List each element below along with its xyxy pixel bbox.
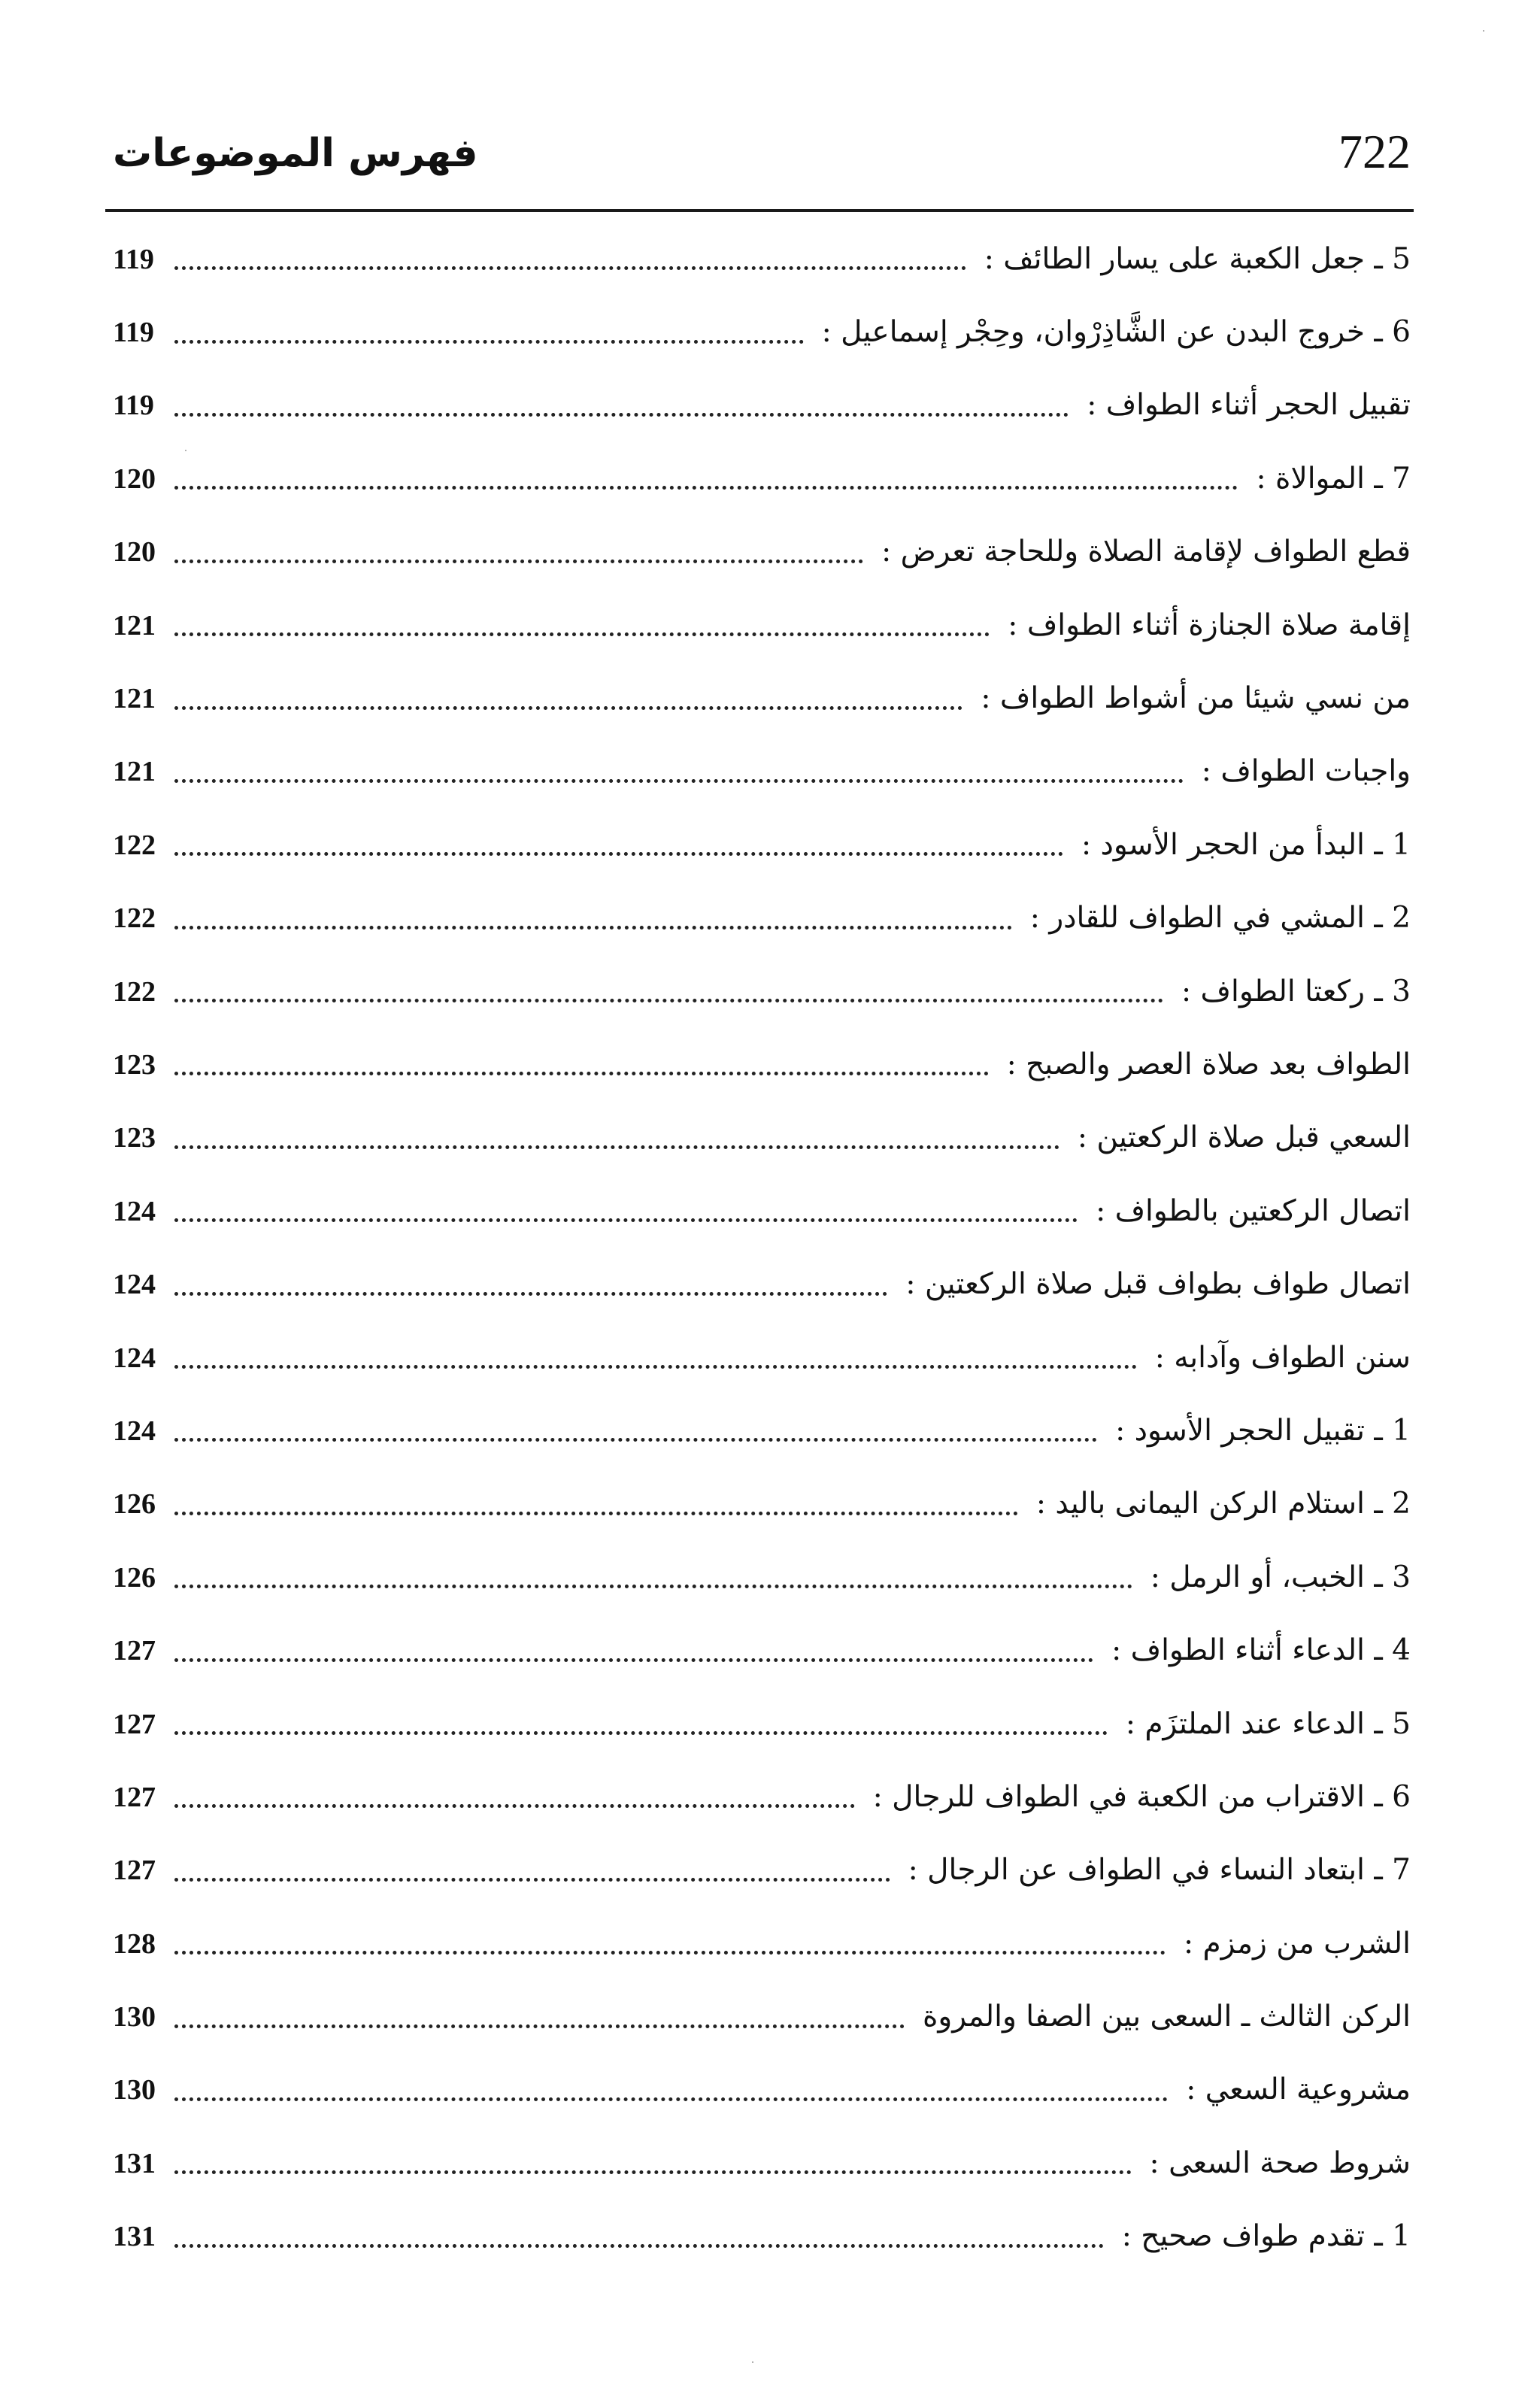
- dot-leader: [174, 486, 1238, 490]
- toc-entry-title: واجبات الطواف :: [1201, 754, 1411, 789]
- scan-speck: [1483, 30, 1484, 32]
- dot-leader: [174, 926, 1012, 930]
- toc-entry: [113, 223, 1411, 296]
- toc-entry: [113, 2200, 1411, 2273]
- dot-leader: [174, 632, 990, 636]
- dot-leader: [174, 1292, 887, 1296]
- dot-leader: [174, 779, 1184, 783]
- toc-entry-page: 122: [113, 902, 156, 935]
- toc-entry-title: 6 ـ الاقتراب من الكعبة في الطواف للرجال :: [872, 1779, 1411, 1814]
- toc-entry-title: 7 ـ الموالاة :: [1256, 461, 1411, 496]
- toc-entry-page: 124: [113, 1195, 156, 1227]
- page-number: 722: [1338, 125, 1411, 178]
- toc-entry: [113, 882, 1411, 955]
- toc-entry: [113, 1688, 1411, 1761]
- toc-entry: [113, 442, 1411, 515]
- dot-leader: [174, 706, 962, 710]
- toc-entry-title: سنن الطواف وآدابه :: [1154, 1340, 1411, 1375]
- toc-entry: [113, 589, 1411, 662]
- toc-entry: [113, 1321, 1411, 1394]
- toc-entry-title: السعي قبل صلاة الركعتين :: [1077, 1121, 1411, 1155]
- toc-entry-page: 124: [113, 1269, 156, 1301]
- toc-entry-title: 7 ـ ابتعاد النساء في الطواف عن الرجال :: [908, 1853, 1411, 1888]
- toc-entry-page: 131: [113, 2221, 156, 2253]
- dot-leader: [174, 1438, 1097, 1442]
- dot-leader: [174, 1731, 1108, 1735]
- toc-entry-page: 122: [113, 975, 156, 1008]
- toc-entry: [113, 1834, 1411, 1907]
- toc-entry-title: 1 ـ تقبيل الحجر الأسود :: [1115, 1413, 1411, 1448]
- dot-leader: [174, 1878, 890, 1882]
- toc-entry-page: 127: [113, 1635, 156, 1667]
- dot-leader: [174, 1658, 1093, 1662]
- scan-speck: [185, 450, 186, 451]
- toc-entry-page: 131: [113, 2147, 156, 2179]
- toc-entry: [113, 955, 1411, 1028]
- toc-entry: [113, 296, 1411, 368]
- toc-entry: [113, 369, 1411, 442]
- toc-entry-page: 121: [113, 756, 156, 788]
- toc-entry-title: من نسي شيئا من أشواط الطواف :: [981, 681, 1411, 716]
- toc-entry-title: 2 ـ استلام الركن اليمانى باليد :: [1035, 1487, 1411, 1521]
- toc-entry-page: 120: [113, 536, 156, 569]
- toc-entry-page: 126: [113, 1488, 156, 1521]
- toc-entry-title: 2 ـ المشي في الطواف للقادر :: [1029, 901, 1411, 936]
- toc-entry-page: 123: [113, 1048, 156, 1081]
- toc-entry-page: 128: [113, 1927, 156, 1960]
- toc-entry: [113, 2054, 1411, 2127]
- toc-entry: [113, 735, 1411, 808]
- dot-leader: [174, 2024, 905, 2028]
- table-of-contents: [113, 223, 1411, 2273]
- toc-entry-page: 124: [113, 1415, 156, 1447]
- toc-entry-title: تقبيل الحجر أثناء الطواف :: [1087, 388, 1411, 423]
- toc-entry: [113, 1980, 1411, 2053]
- toc-entry-title: الشرب من زمزم :: [1183, 1926, 1411, 1961]
- dot-leader: [174, 1218, 1078, 1222]
- toc-entry-title: 1 ـ تقدم طواف صحيح :: [1121, 2219, 1411, 2254]
- toc-entry: [113, 1394, 1411, 1467]
- toc-entry-page: 119: [113, 317, 154, 349]
- dot-leader: [174, 1365, 1137, 1369]
- toc-entry: [113, 1614, 1411, 1687]
- toc-entry-title: قطع الطواف لإقامة الصلاة وللحاجة تعرض :: [881, 535, 1411, 569]
- toc-entry-title: 3 ـ ركعتا الطواف :: [1181, 974, 1411, 1008]
- toc-entry-title: اتصال طواف بطواف قبل صلاة الركعتين :: [905, 1267, 1411, 1302]
- toc-entry: [113, 2127, 1411, 2200]
- toc-entry-page: 126: [113, 1561, 156, 1594]
- toc-entry-page: 130: [113, 2001, 156, 2034]
- toc-entry: [113, 662, 1411, 735]
- toc-entry-title: الركن الثالث ـ السعى بين الصفا والمروة: [922, 2000, 1411, 2034]
- dot-leader: [174, 2170, 1132, 2174]
- toc-entry-title: الطواف بعد صلاة العصر والصبح :: [1006, 1047, 1411, 1081]
- toc-entry-title: اتصال الركعتين بالطواف :: [1096, 1193, 1411, 1228]
- dot-leader: [174, 413, 1069, 417]
- dot-leader: [174, 1951, 1166, 1955]
- toc-entry: [113, 1907, 1411, 1980]
- dot-leader: [174, 1804, 855, 1808]
- dot-leader: [174, 852, 1063, 856]
- dot-leader: [174, 1072, 989, 1075]
- dot-leader: [174, 999, 1163, 1002]
- toc-entry-title: 5 ـ جعل الكعبة على يسار الطائف :: [984, 241, 1411, 276]
- toc-entry-page: 123: [113, 1122, 156, 1154]
- dot-leader: [174, 1145, 1060, 1149]
- toc-entry: [113, 516, 1411, 589]
- page-header: [105, 113, 1411, 196]
- toc-entry: [113, 1761, 1411, 1833]
- dot-leader: [174, 340, 804, 344]
- toc-entry: [113, 1102, 1411, 1175]
- header-divider: [105, 209, 1414, 212]
- toc-entry-page: 124: [113, 1342, 156, 1374]
- toc-entry-page: 119: [113, 243, 154, 275]
- scan-speck: [752, 2361, 753, 2363]
- toc-entry-title: 5 ـ الدعاء عند الملتزَم :: [1125, 1706, 1411, 1741]
- toc-entry-page: 122: [113, 829, 156, 861]
- toc-entry-title: إقامة صلاة الجنازة أثناء الطواف :: [1008, 608, 1411, 642]
- toc-entry: [113, 1175, 1411, 1248]
- dot-leader: [174, 2244, 1104, 2248]
- toc-entry-title: 6 ـ خروج البدن عن الشَّاذِرْوان، وحِجْر إسماعيل :: [821, 315, 1411, 350]
- toc-entry-title: مشروعية السعي :: [1186, 2073, 1411, 2107]
- toc-entry-page: 127: [113, 1781, 156, 1813]
- dot-leader: [174, 1512, 1018, 1515]
- dot-leader: [174, 266, 966, 270]
- toc-entry-page: 130: [113, 2074, 156, 2106]
- toc-entry: [113, 1468, 1411, 1541]
- toc-entry-page: 121: [113, 609, 156, 641]
- toc-entry: [113, 1248, 1411, 1321]
- toc-entry-page: 120: [113, 463, 156, 495]
- toc-entry-page: 127: [113, 1708, 156, 1740]
- toc-entry-title: 4 ـ الدعاء أثناء الطواف :: [1111, 1633, 1411, 1668]
- toc-entry-title: شروط صحة السعى :: [1149, 2146, 1411, 2180]
- dot-leader: [174, 2097, 1168, 2101]
- toc-entry-page: 121: [113, 683, 156, 715]
- toc-entry: [113, 1541, 1411, 1614]
- dot-leader: [174, 560, 863, 563]
- toc-entry-page: 127: [113, 1855, 156, 1887]
- toc-entry: [113, 1028, 1411, 1101]
- toc-entry-title: 3 ـ الخبب، أو الرمل :: [1150, 1560, 1411, 1594]
- toc-entry: [113, 808, 1411, 881]
- toc-entry-title: 1 ـ البدأ من الحجر الأسود :: [1081, 827, 1411, 862]
- running-title: فهرس الموضوعات: [113, 131, 478, 176]
- dot-leader: [174, 1585, 1132, 1588]
- toc-entry-page: 119: [113, 390, 154, 422]
